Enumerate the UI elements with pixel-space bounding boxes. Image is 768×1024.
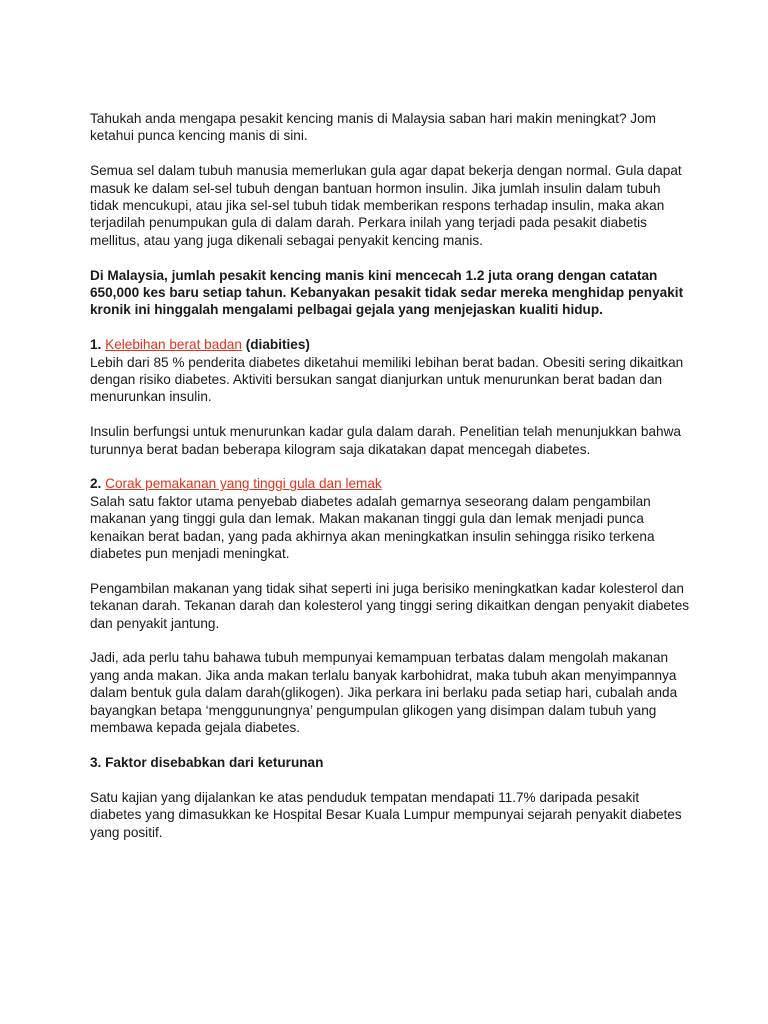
section-1-paragraph-1: Lebih dari 85 % penderita diabetes diketahui memiliki lebihan berat badan. Obesiti sering dikaitkan dengan risiko diabetes. Aktiviti bersukan sangat dianjurkan untuk menurunkan berat badan dan menurunkan insulin. [90,354,684,405]
spacer [90,406,690,423]
spacer [90,771,690,788]
spacer [90,145,690,162]
spacer [90,249,690,266]
section-3-heading: 3. Faktor disebabkan dari keturunan [90,754,324,770]
section-1-suffix: (diabities) [245,337,310,353]
spacer [90,458,690,475]
section-1-paragraph-2: Insulin berfungsi untuk menurunkan kadar gula dalam darah. Penelitian telah menunjukkan bahwa turunnya berat badan beberapa kilogram saja dikatakan dapat mencegah diabetes. [90,424,681,457]
section-2-paragraph-1: Salah satu faktor utama penyebab diabetes adalah gemarnya seseorang dalam pengambilan makanan yang tinggi gula dan lemak. Makan makanan tinggi gula dan lemak menjadi punca kenaikan berat badan, yang pada akhirnya akan meningkatkan insulin sehingga risiko terkena diabetes pun menjadi meningkat. [90,493,655,562]
spacer [90,632,690,649]
spacer [90,737,690,754]
section-2-heading [90,475,690,492]
section-2-number: 2. [90,476,102,492]
section-2-paragraph-3: Jadi, ada perlu tahu bahawa tubuh mempunyai kemampuan terbatas dalam mengolah makanan yang anda makan. Jika anda makan terlalu banyak karbohidrat, maka tubuh akan menyimpannya dalam bentuk gula dalam darah(glikogen). Jika perkara ini berlaku pada setiap hari, cubalah anda bayangkan betapa ‘menggunungnya’ pengumpulan glikogen yang disimpan dalam tubuh yang membawa kepada gejala diabetes. [90,650,678,736]
section-1-heading [90,336,690,353]
section-2-link[interactable]: Corak pemakanan yang tinggi gula dan lemak [105,476,382,492]
intro-paragraph-1: Tahukah anda mengapa pesakit kencing manis di Malaysia saban hari makin meningkat? Jom ketahui punca kencing manis di sini. [90,111,656,144]
spacer [90,562,690,579]
document-page [90,110,690,841]
section-1-link[interactable]: Kelebihan berat badan [105,337,242,353]
section-2-paragraph-2: Pengambilan makanan yang tidak sihat seperti ini juga berisiko meningkatkan kadar kolesterol dan tekanan darah. Tekanan darah dan kolesterol yang tinggi sering dikaitkan dengan penyakit diabetes dan penyakit jantung. [90,580,690,631]
intro-paragraph-2: Semua sel dalam tubuh manusia memerlukan gula agar dapat bekerja dengan normal. Gula dapat masuk ke dalam sel-sel tubuh dengan bantuan hormon insulin. Jika jumlah insulin dalam tubuh tidak mencukupi, atau jika sel-sel tubuh tidak memberikan respons terhadap insulin, maka akan terjadilah penumpukan gula di dalam darah. Perkara inilah yang terjadi pada pesakit diabetis mellitus, atau yang juga dikenali sebagai penyakit kencing manis. [90,163,682,248]
intro-paragraph-3: Di Malaysia, jumlah pesakit kencing manis kini mencecah 1.2 juta orang dengan catatan 650,000 kes baru setiap tahun. Kebanyakan pesakit tidak sedar mereka menghidap penyakit kronik ini hinggalah mengalami pelbagai gejala yang menjejaskan kualiti hidup. [90,267,684,318]
section-1-number: 1. [90,337,102,353]
spacer [90,319,690,336]
section-3-paragraph-1: Satu kajian yang dijalankan ke atas penduduk tempatan mendapati 11.7% daripada pesakit diabetes yang dimasukkan ke Hospital Besar Kuala Lumpur mempunyai sejarah penyakit diabetes yang positif. [90,789,682,840]
